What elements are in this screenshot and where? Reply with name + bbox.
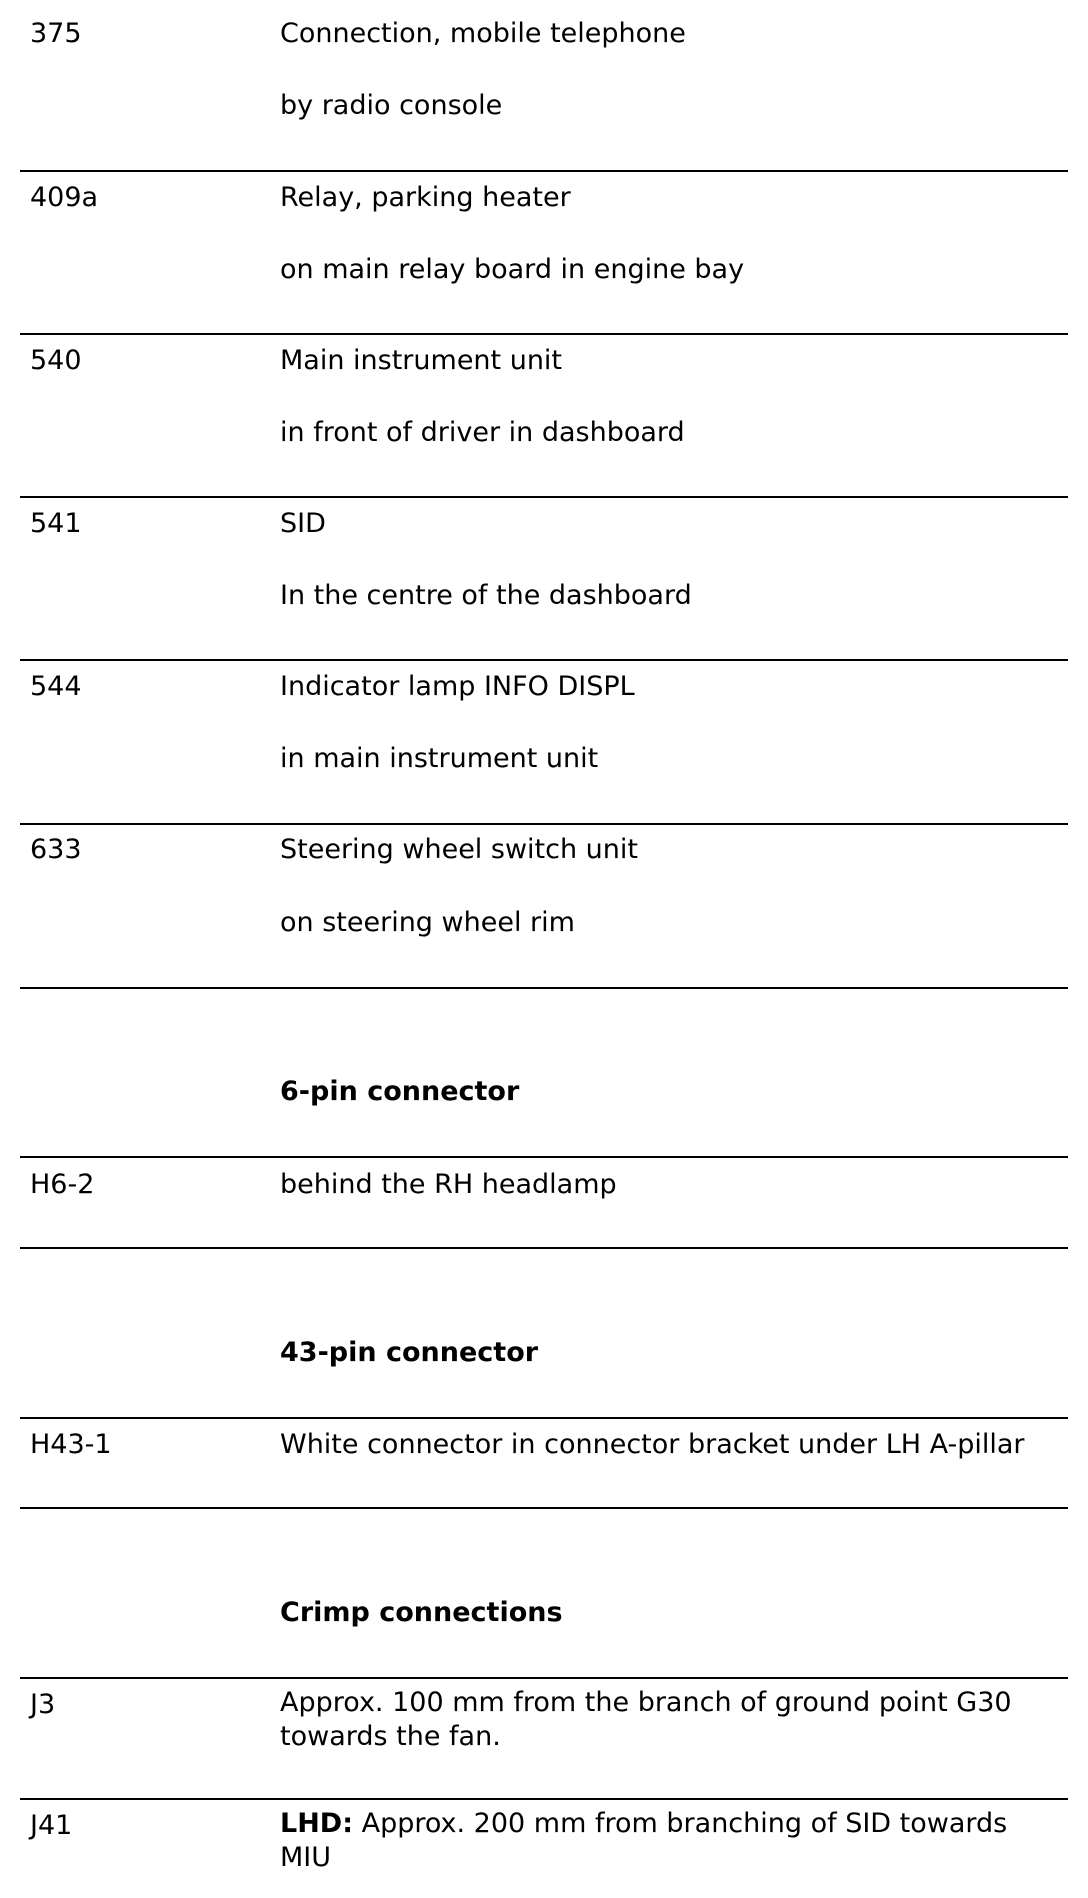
crimp-code: J41 (30, 1810, 73, 1841)
row-divider (20, 1507, 1068, 1509)
component-title: Relay, parking heater (280, 182, 571, 213)
component-code: 375 (30, 18, 82, 49)
section-heading: 6-pin connector (280, 1076, 520, 1107)
row-divider (20, 170, 1068, 172)
section-heading: 43-pin connector (280, 1337, 539, 1368)
component-location: on main relay board in engine bay (280, 254, 745, 285)
component-code: 409a (30, 182, 99, 213)
component-code: 544 (30, 671, 82, 702)
row-divider (20, 1677, 1068, 1679)
row-divider (20, 659, 1068, 661)
component-title: Indicator lamp INFO DISPL (280, 671, 635, 702)
crimp-location-text: Approx. 200 mm from branching of SID towards MIU (280, 1808, 1008, 1873)
crimp-code: J3 (30, 1689, 56, 1720)
component-title: Steering wheel switch unit (280, 834, 638, 865)
component-location: In the centre of the dashboard (280, 580, 692, 611)
component-title: Main instrument unit (280, 345, 563, 376)
row-divider (20, 1417, 1068, 1419)
connector-location: White connector in connector bracket under LH A-pillar (280, 1429, 1025, 1460)
row-divider (20, 333, 1068, 335)
row-divider (20, 1156, 1068, 1158)
component-location: in front of driver in dashboard (280, 417, 685, 448)
connector-code: H6-2 (30, 1169, 95, 1200)
row-divider (20, 987, 1068, 989)
row-divider (20, 1247, 1068, 1249)
row-divider (20, 1798, 1068, 1800)
row-divider (20, 823, 1068, 825)
component-code: 541 (30, 508, 82, 539)
section-heading: Crimp connections (280, 1597, 563, 1628)
component-location: on steering wheel rim (280, 907, 575, 938)
component-title: Connection, mobile telephone (280, 18, 686, 49)
crimp-location: Approx. 100 mm from the branch of ground point G30 towards the fan. (280, 1687, 1012, 1752)
row-divider (20, 496, 1068, 498)
lhd-label: LHD: (280, 1808, 354, 1839)
component-code: 633 (30, 834, 82, 865)
component-code: 540 (30, 345, 82, 376)
crimp-location (280, 1807, 1060, 1875)
component-location: by radio console (280, 90, 503, 121)
connector-code: H43-1 (30, 1429, 112, 1460)
component-title: SID (280, 508, 326, 539)
connector-location: behind the RH headlamp (280, 1169, 617, 1200)
component-location: in main instrument unit (280, 743, 599, 774)
